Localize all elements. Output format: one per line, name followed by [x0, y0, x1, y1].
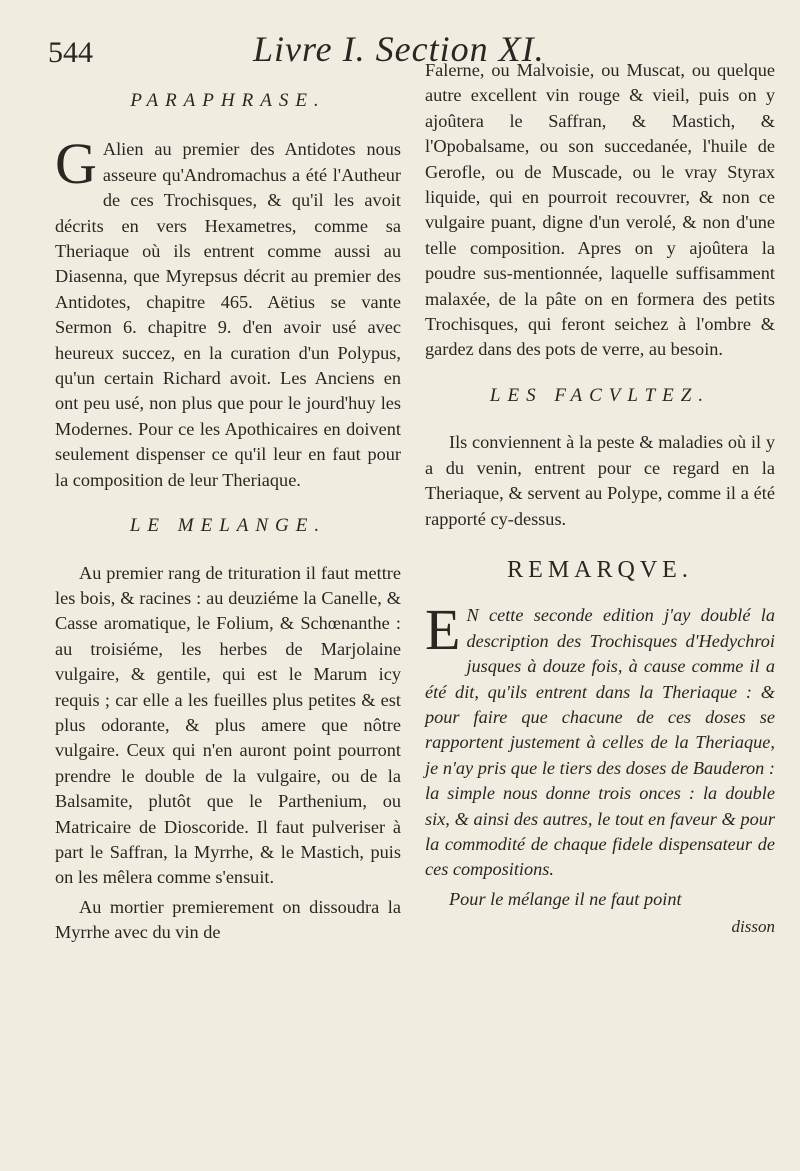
paraphrase-dropcap: G: [55, 131, 97, 197]
paraphrase-heading: PARAPHRASE.: [130, 90, 326, 111]
facultez-paragraph: Ils conviennent à la peste & maladies où il y a du venin, entrent pour ce regard en la Theriaque, & servent au Polype, comme il a été rapporté cy-dessus.: [425, 432, 775, 529]
remarque-paragraph-2: Pour le mélange il ne faut point: [449, 888, 682, 909]
melange-heading: LE MELANGE.: [129, 515, 327, 537]
melange-paragraph-1: Au premier rang de trituration il faut mettre les bois, & racines : au deuziéme la Canelle, & Casse aromatique, le Folium, & Schœnanthe : au troisiéme, les herbes de Marjolaine vulgaire, & gentile, qui est le Marum icy requis ; car elle a les fueilles plus petites & est plus odorante, & plus amere que nôtre vulgaire. Ceux qui n'en auront point pourront prendre le double de la vulgaire, ou de la Balsamite, plutôt que le Parthenium, ou Matricaire de Dioscoride. Il faut pulveriser à part le Saffran, la Myrrhe, & le Mastich, puis on les mêlera comme s'ensuit.: [55, 562, 401, 888]
right-column: [425, 58, 775, 940]
catchword: disson: [731, 917, 775, 937]
remarque-paragraph: [425, 597, 775, 882]
paraphrase-text: Alien au premier des Antidotes nous asseure qu'Andromachus a été l'Autheur de ces Trochisques, & qu'il les avoit décrits en vers Hexametres, comme sa Theriaque où ils entrent comme aussi au Diasenna, que Myrepsus décrit au premier des Antidotes, chapitre 465. Aëtius se vante Sermon 6. chapitre 9. d'en avoir usé avec heureux succez, en la curation d'un Polypus, qu'un certain Richard avoit. Les Anciens en ont peu usé, non plus que pour le jourd'huy les Modernes. Pour ce les Apothicaires en doivent seulement dispenser ce qu'il leur en faut pour la composition de leur Theriaque.: [55, 139, 401, 490]
remarque-text: N cette seconde edition j'ay doublé la description des Trochisques d'Hedychroi jusques à douze fois, à cause comme il a été dit, qu'ils entrent dans la Theriaque : & pour faire que chacune de ces doses se rapportent justement à celles de la Theriaque, je n'ay pris que le tiers des doses de Bauderon : la simple nous donne trois onces : la double six, & ainsi des autres, le tout en faveur & pour la commodité de chaque fidele dispensateur de ces compositions.: [425, 605, 775, 880]
melange-continuation: Falerne, ou Malvoisie, ou Muscat, ou quelque autre excellent vin rouge & vieil, puis on y ajoûtera le Saffran, & Mastich, & l'Opobalsame, ou son succedanée, l'huile de Gerofle, ou de Muscade, ou le vray Styrax liquide, qui en pourroit recouvrer, & non ce vulgaire puant, digne d'un verolé, & non d'une telle composition. Apres on y ajoûtera la poudre sus-mentionnée, laquelle suffisamment malaxée, de la pâte on en formera des petits Trochisques, qui feront seichez à l'ombre & gardez dans des pots de verre, au besoin.: [425, 60, 775, 360]
melange-paragraph-2: Au mortier premierement on dissoudra la Myrrhe avec du vin de: [55, 896, 401, 943]
facultez-heading: LES FACVLTEZ.: [489, 384, 711, 406]
remarque-heading: REMARQVE.: [507, 556, 693, 583]
running-title: Livre I. Section XI.: [253, 29, 545, 69]
left-column: [55, 88, 401, 950]
paraphrase-paragraph: [55, 131, 401, 493]
remarque-dropcap: E: [425, 597, 461, 663]
page-number: 544: [48, 36, 93, 69]
